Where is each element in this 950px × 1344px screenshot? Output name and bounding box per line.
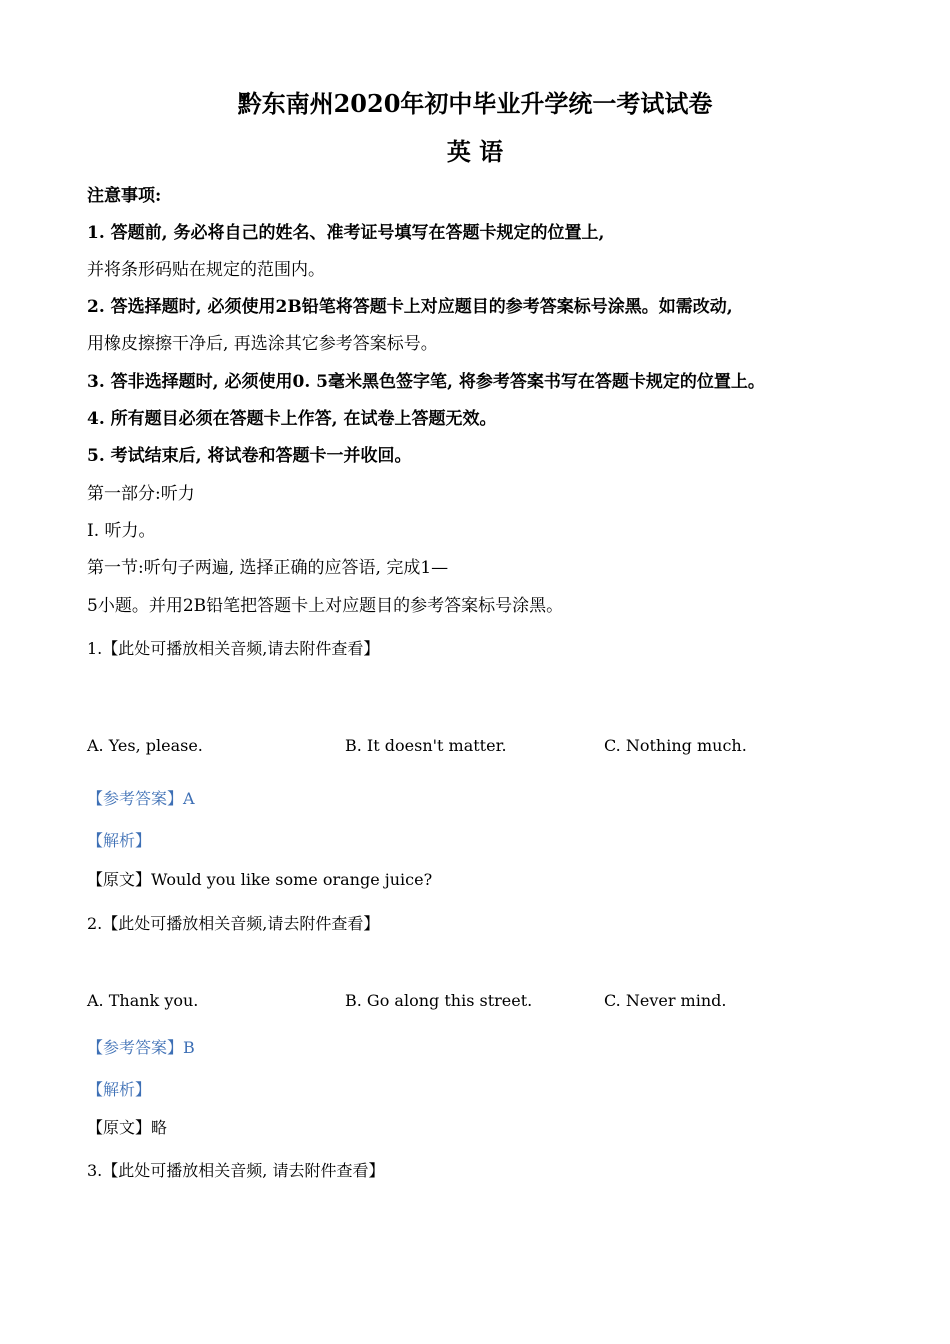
question-2-answer: 【参考答案】B [87,1038,195,1057]
question-1-option-b: B. It doesn't matter. [345,736,507,755]
question-1-prompt[interactable]: 1.【此处可播放相关音频,请去附件查看】 [87,639,380,658]
part-heading: 第一部分:听力 [87,484,195,504]
note-line: 2. 答选择题时, 必须使用2B铅笔将答题卡上对应题目的参考答案标号涂黑。如需改动, [87,297,733,317]
note-line: 3. 答非选择题时, 必须使用0. 5毫米黑色签字笔, 将参考答案书写在答题卡规定的位置上。 [87,372,765,392]
notes-heading: 注意事项: [87,186,162,206]
note-line: 4. 所有题目必须在答题卡上作答, 在试卷上答题无效。 [87,409,497,429]
question-2-option-b: B. Go along this street. [345,991,533,1010]
question-1-answer: 【参考答案】A [87,789,195,808]
note-line: 1. 答题前, 务必将自己的姓名、准考证号填写在答题卡规定的位置上, [87,223,605,243]
section-heading: I. 听力。 [87,521,156,541]
note-line: 用橡皮擦擦干净后, 再选涂其它参考答案标号。 [87,334,438,354]
note-line: 5. 考试结束后, 将试卷和答题卡一并收回。 [87,446,412,466]
question-1-option-a: A. Yes, please. [87,736,203,755]
section-instruction: 第一节:听句子两遍, 选择正确的应答语, 完成1— [87,558,449,578]
question-3-prompt[interactable]: 3.【此处可播放相关音频, 请去附件查看】 [87,1161,385,1180]
section-instruction: 5小题。并用2B铅笔把答题卡上对应题目的参考答案标号涂黑。 [87,596,564,616]
subject-title: 英 语 [446,137,504,166]
question-1-analysis: 【解析】 [87,831,152,850]
question-2-option-c: C. Never mind. [604,991,727,1010]
question-1-option-c: C. Nothing much. [604,736,747,755]
question-1-original: 【原文】Would you like some orange juice? [87,870,433,889]
note-line: 并将条形码贴在规定的范围内。 [87,260,325,280]
question-2-original: 【原文】略 [87,1118,168,1137]
question-2-option-a: A. Thank you. [87,991,199,1010]
question-2-prompt[interactable]: 2.【此处可播放相关音频,请去附件查看】 [87,914,380,933]
question-2-analysis: 【解析】 [87,1080,152,1099]
exam-title: 黔东南州2020年初中毕业升学统一考试试卷 [237,89,713,118]
